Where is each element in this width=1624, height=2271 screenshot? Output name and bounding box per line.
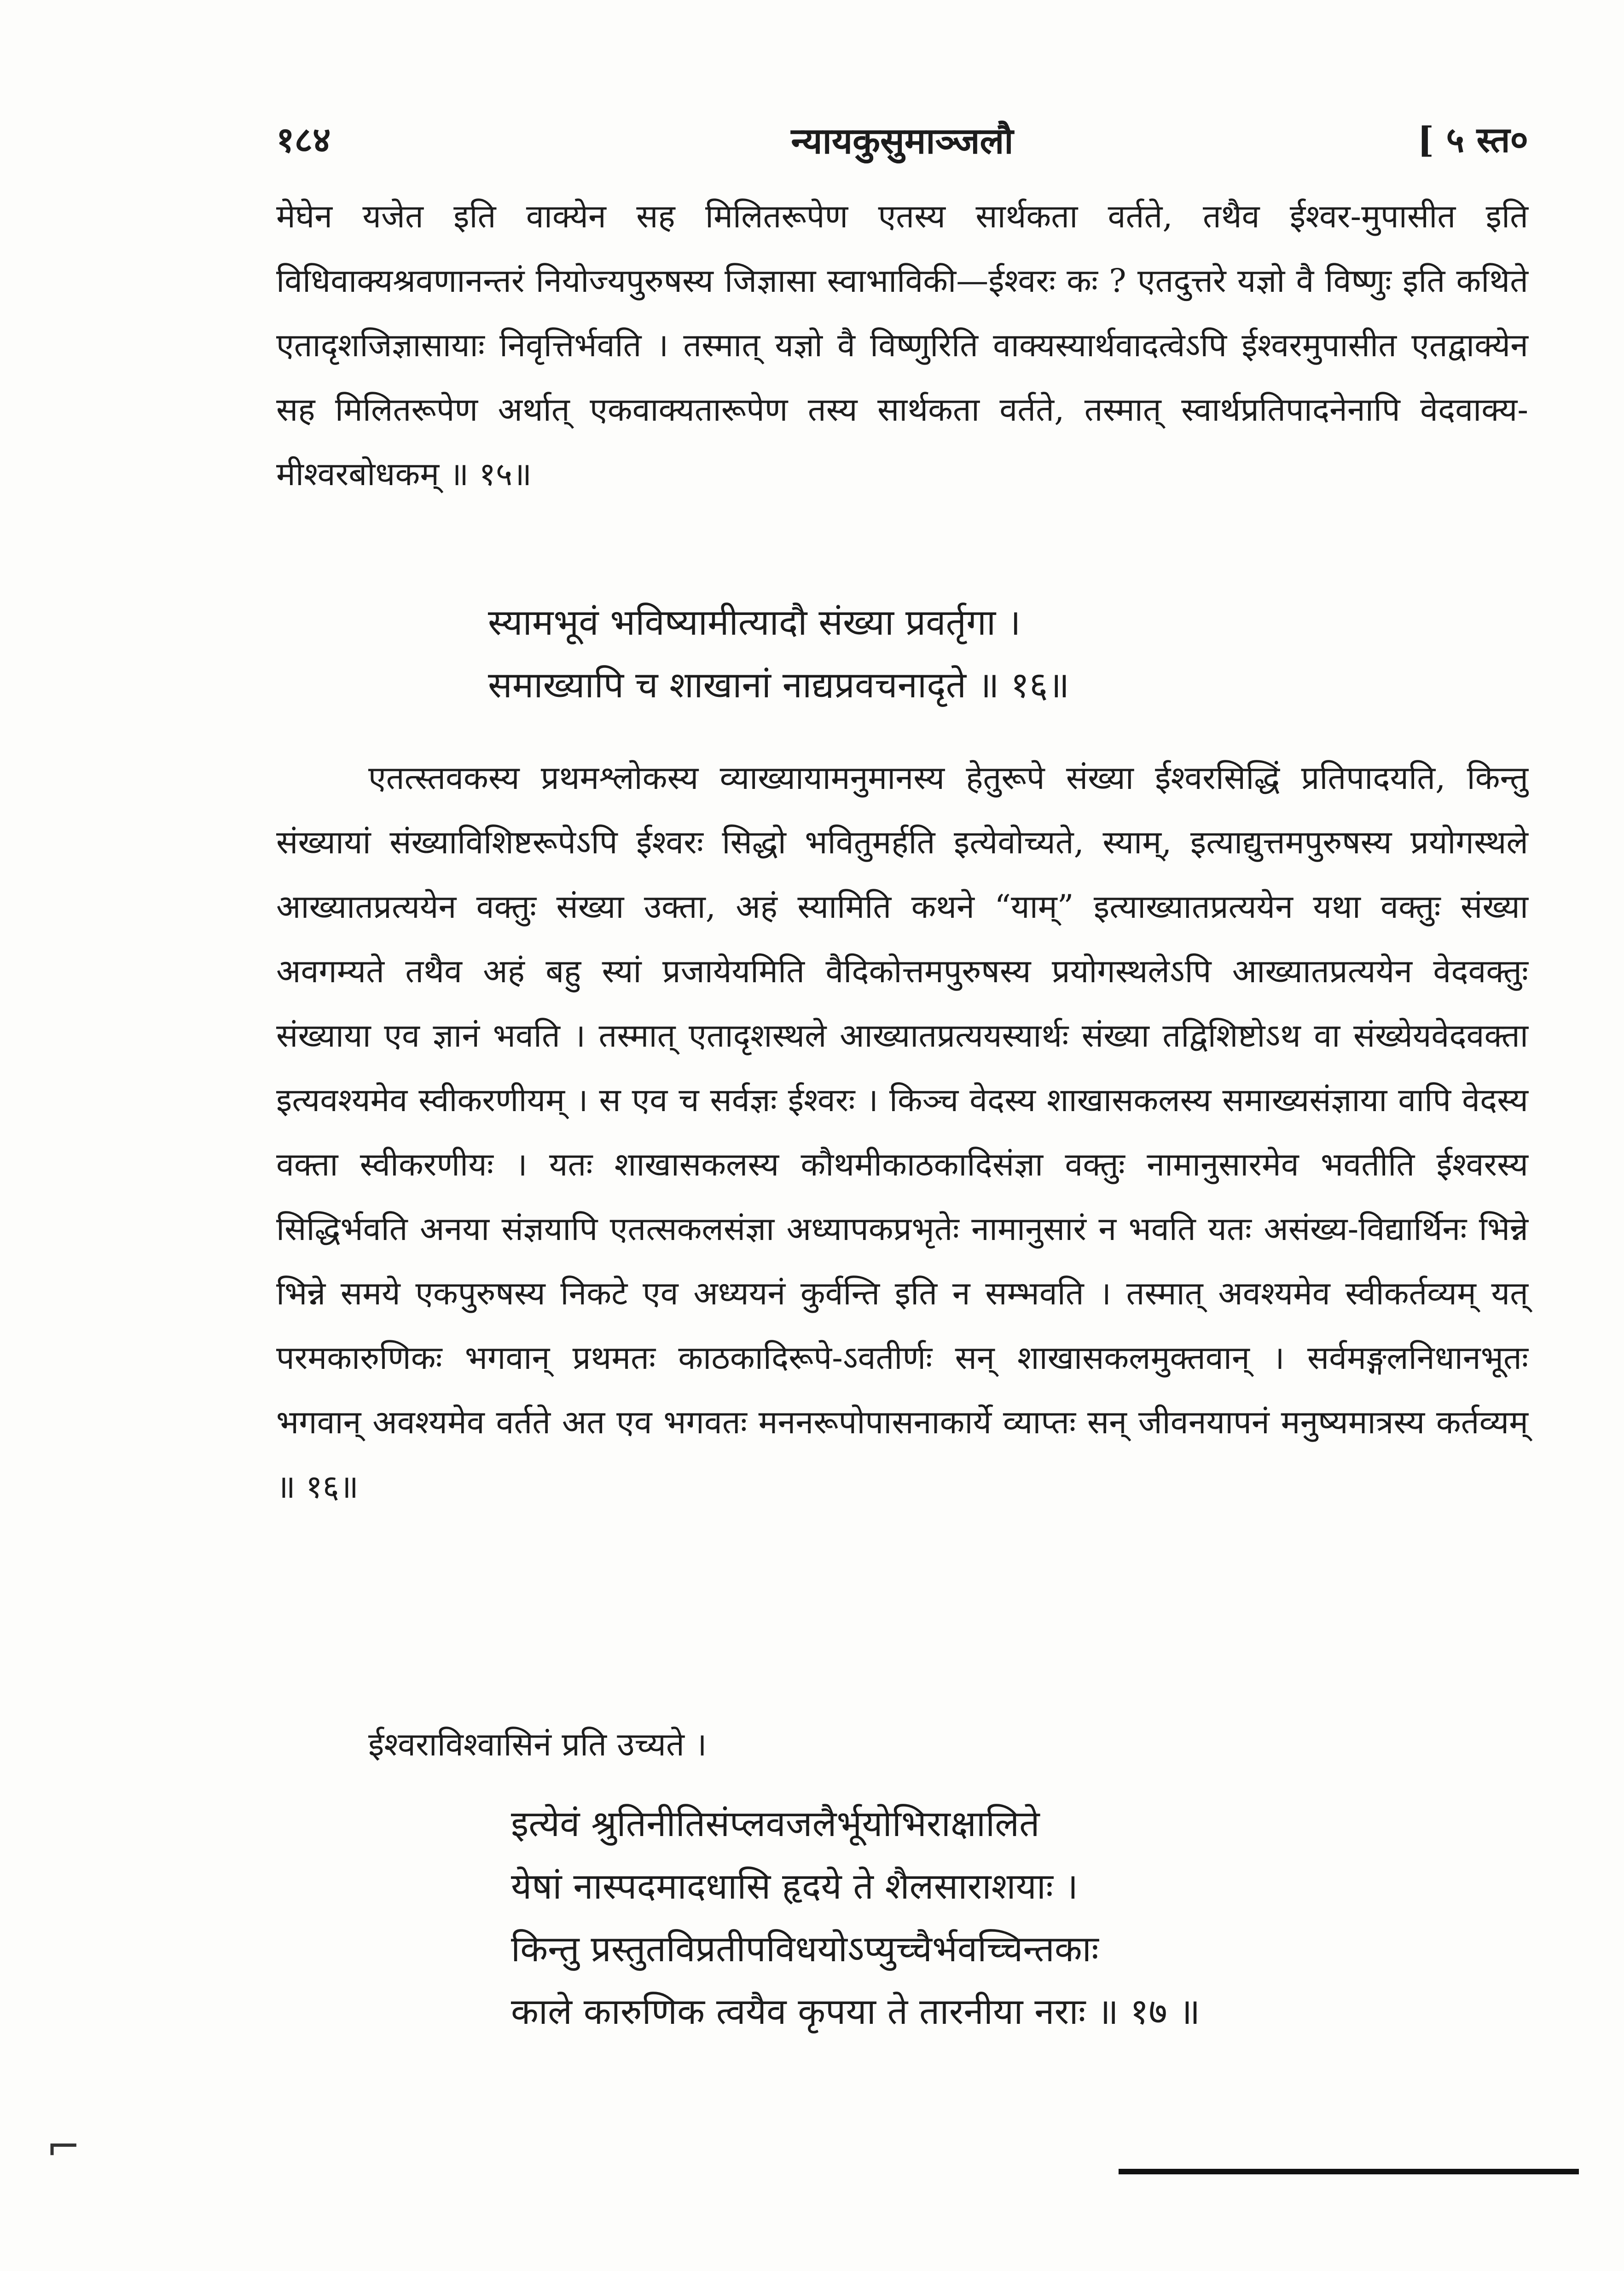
verse-17-line-4: काले कारुणिक त्वयैव कृपया ते तारनीया नराः ॥ १७ ॥ [511, 1991, 1201, 2033]
verse-16-line-2: समाख्यापि च शाखानां नाद्यप्रवचनादृते ॥ १६॥ [488, 665, 1070, 706]
verse-17-line-3: किन्तु प्रस्तुतविप्रतीपविधयोऽप्युच्चैर्भवच्चिन्तकाः [511, 1929, 1099, 1970]
paragraph-commentary-15: मेघेन यजेत इति वाक्येन सह मिलितरूपेण एतस्य सार्थकता वर्तते, तथैव ईश्वर-मुपासीत इति विधिवाक्यश्रवणानन्तरं नियोज्यपुरुषस्य जिज्ञासा स्वाभाविकी—ईश्वरः कः ? एतदुत्तरे यज्ञो वै विष्णुः इति कथिते एतादृशजिज्ञासायाः निवृत्तिर्भवति । तस्मात् यज्ञो वै विष्णुरिति वाक्यस्यार्थवादत्वेऽपि ईश्वरमुपासीत एतद्वाक्येन सह मिलितरूपेण अर्थात् एकवाक्यतारूपेण तस्य सार्थकता वर्तते, तस्मात् स्वार्थप्रतिपादनेनापि वेदवाक्य-मीश्वरबोधकम् ॥ १५॥ [276, 197, 1528, 493]
running-title: न्यायकुसुमाञ्जलौ [791, 120, 1014, 162]
verse-16-line-1: स्यामभूवं भविष्यामीत्यादौ संख्या प्रवर्तृगा । [488, 602, 1021, 643]
verse-17-line-1: इत्येवं श्रुतिनीतिसंप्लवजलैर्भूयोभिराक्षालिते [511, 1803, 1040, 1845]
page-number: १८४ [276, 119, 331, 160]
verse-16 [488, 591, 1069, 717]
verse-17 [511, 1793, 1200, 2043]
bottom-rule [1119, 2169, 1579, 2174]
section-marker: [ ५ स्त० [1417, 119, 1528, 160]
verse-17-line-2: येषां नास्पदमादधासि हृदये ते शैलसाराशयाः । [511, 1866, 1079, 1907]
paragraph-commentary-16: एतत्स्तवकस्य प्रथमश्लोकस्य व्याख्यायामनुमानस्य हेतुरूपे संख्या ईश्वरसिद्धिं प्रतिपादयति, किन्तु संख्यायां संख्याविशिष्टरूपेऽपि ईश्वरः सिद्धो भवितुमर्हति इत्येवोच्यते, स्याम्, इत्याद्युत्तमपुरुषस्य प्रयोगस्थले आख्यातप्रत्ययेन वक्तुः संख्या उक्ता, अहं स्यामिति कथने “याम्” इत्याख्यातप्रत्ययेन यथा वक्तुः संख्या अवगम्यते तथैव अहं बहु स्यां प्रजायेयमिति वैदिकोत्तमपुरुषस्य प्रयोगस्थलेऽपि आख्यातप्रत्ययेन वेदवक्तुः संख्याया एव ज्ञानं भवति । तस्मात् एतादृशस्थले आख्यातप्रत्ययस्यार्थः संख्या तद्विशिष्टोऽथ वा संख्येयवेदवक्ता इत्यवश्यमेव स्वीकरणीयम् । स एव च सर्वज्ञः ईश्वरः । किञ्च वेदस्य शाखासकलस्य समाख्यसंज्ञाया वापि वेदस्य वक्ता स्वीकरणीयः । यतः शाखासकलस्य कौथमीकाठकादिसंज्ञा वक्तुः नामानुसारमेव भवतीति ईश्वरस्य सिद्धिर्भवति अनया संज्ञयापि एतत्सकलसंज्ञा अध्यापकप्रभृतेः नामानुसारं न भवति यतः असंख्य-विद्यार्थिनः भिन्ने भिन्ने समये एकपुरुषस्य निकटे एव अध्ययनं कुर्वन्ति इति न सम्भवति । तस्मात् अवश्यमेव स्वीकर्तव्यम् यत् परमकारुणिकः भगवान् प्रथमतः काठकादिरूपे-ऽवतीर्णः सन् शाखासकलमुक्तवान् । सर्वमङ्गलनिधानभूतः भगवान् अवश्यमेव वर्तते अत एव भगवतः मननरूपोपासनाकार्ये व्याप्तः सन् जीवनयापनं मनुष्यमात्रस्य कर्तव्यम् ॥ १६॥ [276, 759, 1528, 1506]
page-header [276, 115, 1528, 166]
paragraph-intro-17: ईश्वराविश्वासिनं प्रति उच्यते । [368, 1726, 707, 1763]
scan-corner-mark: ⌐ [46, 2123, 81, 2171]
